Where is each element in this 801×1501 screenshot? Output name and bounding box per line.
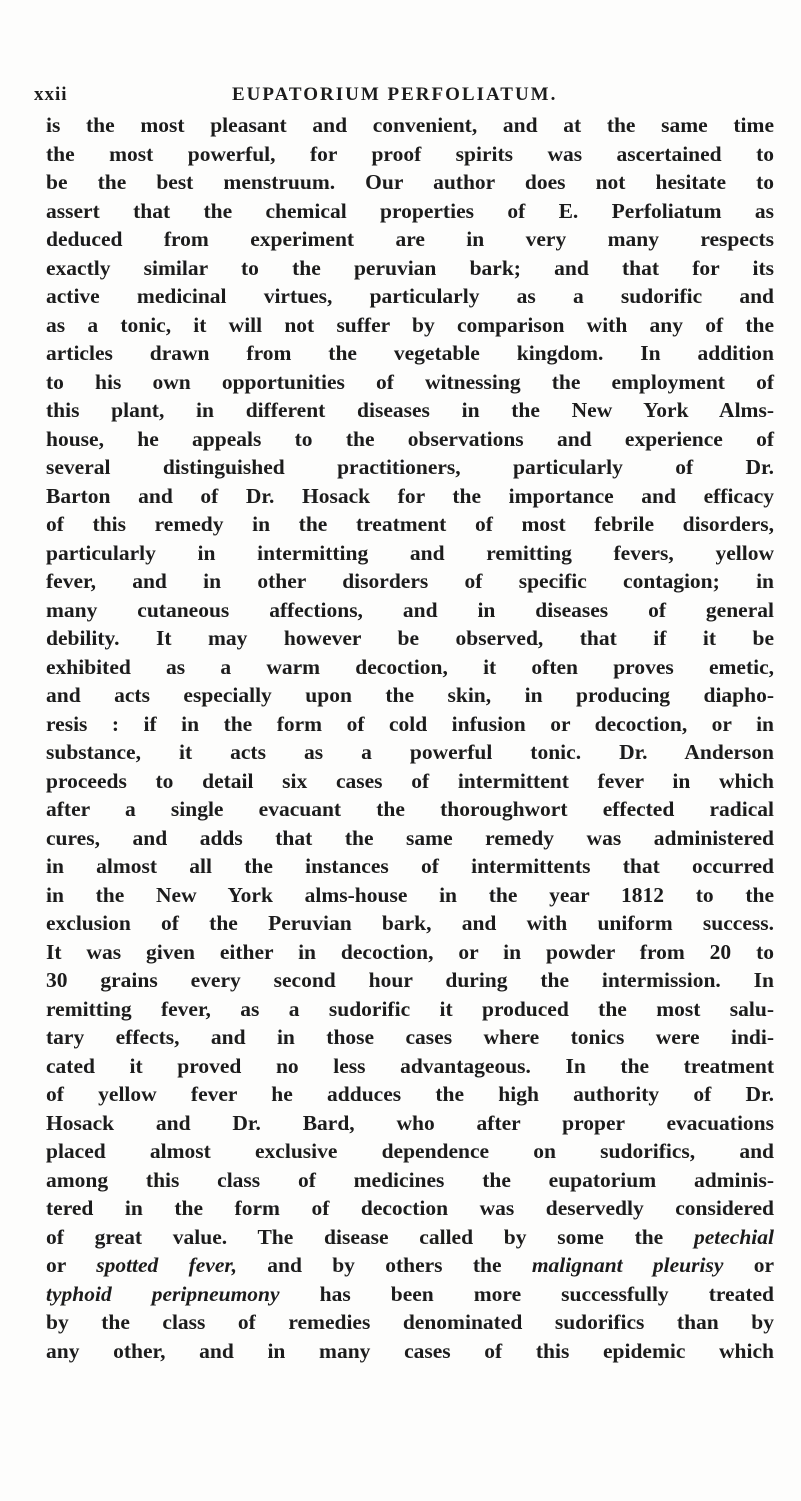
text-segment: of great value. The disease called by some the	[46, 1224, 694, 1249]
text-segment: or	[723, 1253, 774, 1277]
text-line	[46, 453, 774, 482]
text-segment: articles drawn from the vegetable kingdom. In addition	[46, 341, 774, 365]
text-line	[46, 168, 774, 197]
text-segment: exclusion of the Peruvian bark, and with uniform success.	[46, 911, 774, 935]
text-line	[46, 539, 774, 568]
text-segment: by the class of remedies denominated sudorifics than by	[46, 1310, 774, 1334]
text-line	[46, 1080, 774, 1109]
text-segment: in almost all the instances of intermittents that occurred	[46, 854, 774, 878]
text-segment: exhibited as a warm decoction, it often proves emetic,	[46, 654, 774, 679]
text-line	[46, 596, 774, 625]
text-line	[46, 254, 774, 283]
text-line	[46, 1052, 774, 1081]
text-line	[46, 282, 774, 311]
text-segment: to his own opportunities of witnessing the employment of	[46, 369, 774, 394]
text-segment: be the best menstruum. Our author does not hesitate to	[46, 170, 774, 194]
italic-text: malignant pleurisy	[531, 1253, 724, 1277]
italic-text: spotted fever,	[96, 1253, 237, 1277]
text-segment: 30 grains every second hour during the intermission. In	[46, 968, 774, 992]
text-segment: among this class of medicines the eupatorium adminis-	[46, 1167, 774, 1192]
text-line	[46, 1308, 774, 1337]
italic-text: typhoid peripneumony	[46, 1281, 280, 1306]
text-segment: in the New York alms-house in the year 1812 to the	[46, 882, 774, 907]
page-number: xxii	[34, 84, 68, 105]
text-line	[46, 197, 774, 226]
text-line	[46, 1109, 774, 1138]
body-text	[46, 111, 774, 1365]
text-line	[46, 966, 774, 995]
text-line	[46, 425, 774, 454]
text-segment: and by others the	[236, 1253, 532, 1277]
text-segment: house, he appeals to the observations and experience of	[46, 426, 774, 451]
text-segment: cures, and adds that the same remedy was administered	[46, 825, 774, 850]
text-segment: is the most pleasant and convenient, and at the same time	[46, 113, 774, 137]
running-title: EUPATORIUM PERFOLIATUM.	[232, 84, 558, 105]
text-segment: has been more successfully treated	[279, 1281, 774, 1306]
text-line	[46, 1337, 774, 1366]
text-segment: assert that the chemical properties of E. Perfoliatum as	[46, 198, 774, 223]
text-segment: after a single evacuant the thoroughwort effected radical	[46, 797, 774, 821]
text-line	[46, 938, 774, 967]
text-segment: exactly similar to the peruvian bark; and that for its	[46, 255, 774, 280]
text-line	[46, 710, 774, 739]
text-segment: It was given either in decoction, or in powder from 20 to	[46, 939, 774, 964]
text-segment: deduced from experiment are in very many respects	[46, 227, 774, 251]
text-segment: tered in the form of decoction was deservedly considered	[46, 1196, 774, 1220]
text-line	[46, 1166, 774, 1195]
text-line	[46, 738, 774, 767]
text-line	[46, 1023, 774, 1052]
text-segment: several distinguished practitioners, particularly of Dr.	[46, 455, 774, 479]
text-line	[46, 1137, 774, 1166]
text-line	[46, 653, 774, 682]
text-segment: substance, it acts as a powerful tonic. Dr. Anderson	[46, 740, 774, 764]
text-segment: remitting fever, as a sudorific it produced the most salu-	[46, 996, 774, 1021]
text-segment: as a tonic, it will not suffer by comparison with any of the	[46, 312, 774, 337]
text-line	[46, 510, 774, 539]
text-segment: cated it proved no less advantageous. In the treatment	[46, 1053, 774, 1078]
text-line	[46, 1251, 774, 1280]
text-segment: many cutaneous affections, and in diseases of general	[46, 597, 774, 622]
text-line	[46, 482, 774, 511]
text-segment: placed almost exclusive dependence on sudorifics, and	[46, 1139, 774, 1163]
text-line	[46, 567, 774, 596]
text-segment: the most powerful, for proof spirits was ascertained to	[46, 141, 774, 166]
text-line	[46, 681, 774, 710]
text-line	[46, 909, 774, 938]
text-segment: particularly in intermitting and remitting fevers, yellow	[46, 540, 774, 565]
text-line	[46, 1223, 774, 1252]
text-segment: of this remedy in the treatment of most febrile disorders,	[46, 512, 774, 536]
text-line	[46, 311, 774, 340]
text-segment: and acts especially upon the skin, in producing diapho-	[46, 683, 774, 707]
text-line	[46, 995, 774, 1024]
text-segment: Hosack and Dr. Bard, who after proper evacuations	[46, 1110, 774, 1135]
text-line	[46, 111, 774, 140]
text-line	[46, 339, 774, 368]
text-line	[46, 767, 774, 796]
text-line	[46, 824, 774, 853]
text-line	[46, 881, 774, 910]
text-line	[46, 624, 774, 653]
text-segment: or	[46, 1253, 97, 1277]
text-segment: debility. It may however be observed, that if it be	[46, 626, 774, 650]
italic-text: petechial	[693, 1224, 774, 1249]
text-segment: of yellow fever he adduces the high authority of Dr.	[46, 1082, 774, 1106]
text-segment: any other, and in many cases of this epidemic which	[46, 1338, 774, 1363]
text-segment: Barton and of Dr. Hosack for the importance and efficacy	[46, 483, 774, 508]
text-segment: this plant, in different diseases in the New York Alms-	[46, 398, 774, 422]
text-segment: fever, and in other disorders of specific contagion; in	[46, 569, 774, 593]
text-line	[46, 368, 774, 397]
text-segment: resis : if in the form of cold infusion or decoction, or in	[46, 711, 774, 736]
text-segment: tary effects, and in those cases where tonics were indi-	[46, 1025, 774, 1049]
text-line	[46, 140, 774, 169]
text-line	[46, 1194, 774, 1223]
text-segment: active medicinal virtues, particularly as a sudorific and	[46, 284, 774, 308]
text-line	[46, 225, 774, 254]
text-line	[46, 1280, 774, 1309]
text-line	[46, 795, 774, 824]
text-line	[46, 396, 774, 425]
running-head	[34, 84, 774, 110]
text-segment: proceeds to detail six cases of intermittent fever in which	[46, 768, 774, 793]
text-line	[46, 852, 774, 881]
